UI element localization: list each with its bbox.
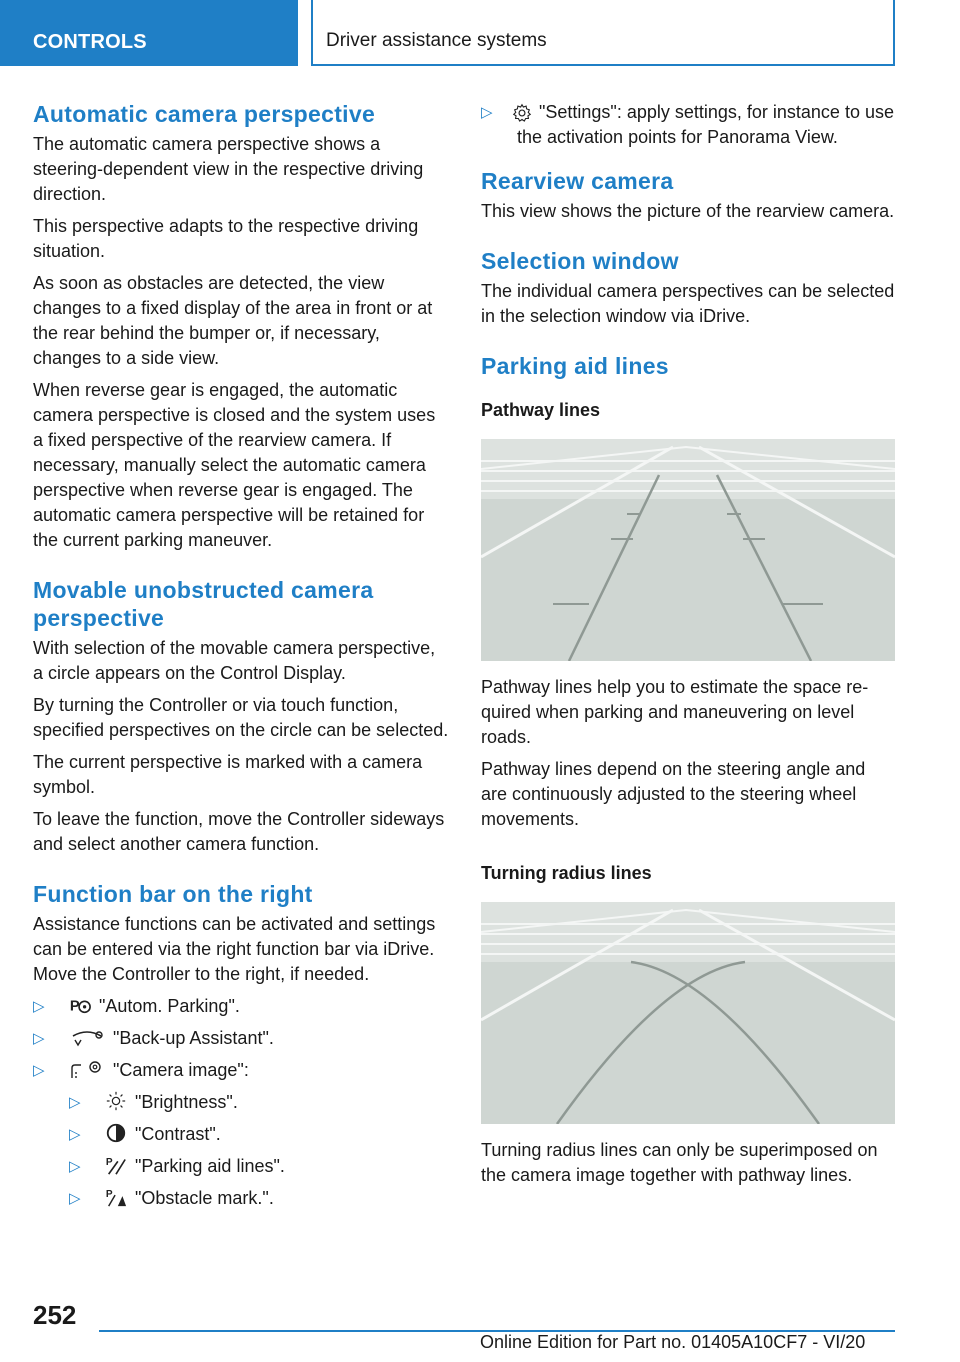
list-item-label: "Camera image": bbox=[113, 1060, 249, 1080]
paragraph: By turning the Controller or via touch function, specified perspectives on the circle can be selected. bbox=[33, 695, 449, 740]
bullet-arrow-icon: ▷ bbox=[69, 1094, 81, 1111]
list-item bbox=[481, 100, 895, 150]
list-item bbox=[69, 1154, 450, 1179]
list-item-label: "Obstacle mark.". bbox=[135, 1188, 274, 1208]
obstacle-mark-icon bbox=[105, 1186, 127, 1208]
list-item-label: "Autom. Parking". bbox=[99, 996, 240, 1016]
pathway-lines-illustration bbox=[481, 439, 895, 661]
paragraph: Pathway lines help you to estimate the space required when parking and maneuvering on level roads. bbox=[481, 677, 869, 747]
list-item-label: "Contrast". bbox=[135, 1124, 221, 1144]
heading-function-bar: Function bar on the right bbox=[33, 881, 313, 907]
function-list bbox=[33, 994, 450, 1211]
header-divider bbox=[311, 0, 313, 66]
heading-rearview-camera: Rearview camera bbox=[481, 168, 674, 194]
page-header bbox=[0, 0, 960, 66]
bullet-arrow-icon: ▷ bbox=[69, 1190, 81, 1207]
list-item-label: "Back-up Assistant". bbox=[113, 1028, 274, 1048]
bullet-arrow-icon: ▷ bbox=[33, 1062, 45, 1079]
paragraph: The current perspective is marked with a camera symbol. bbox=[33, 752, 423, 797]
bullet-arrow-icon: ▷ bbox=[69, 1158, 81, 1175]
svg-text:P: P bbox=[69, 998, 80, 1015]
list-item-label: "Brightness". bbox=[135, 1092, 238, 1112]
right-column bbox=[481, 100, 895, 1195]
subheading-turning-radius-lines: Turning radius lines bbox=[481, 863, 652, 883]
heading-automatic-camera: Automatic camera perspective bbox=[33, 101, 376, 127]
left-column bbox=[33, 100, 450, 1218]
list-item bbox=[69, 1186, 450, 1211]
section-tab: CONTROLS bbox=[0, 0, 298, 66]
parking-aid-lines-icon bbox=[105, 1154, 127, 1176]
edition-info: Online Edition for Part no. 01405A10CF7 - VI/20 bbox=[480, 1332, 866, 1352]
camera-settings-icon bbox=[69, 1058, 105, 1080]
list-item-label: "Settings": apply settings, for instance to use the activation points for Panorama View. bbox=[517, 102, 894, 147]
paragraph: As soon as obstacles are detected, the view changes to a fixed display of the area in front or at the rear behind the bumper or, if necessary, changes to a side view. bbox=[33, 273, 433, 368]
svg-text:P: P bbox=[105, 1157, 113, 1168]
paragraph: Pathway lines depend on the steering angle and are continuously adjusted to the steering wheel movements. bbox=[481, 759, 866, 829]
brightness-icon bbox=[105, 1090, 127, 1112]
list-item bbox=[33, 1026, 450, 1051]
backup-assistant-icon bbox=[69, 1026, 105, 1048]
heading-movable-camera: Movable unobstructed camera perspective bbox=[33, 577, 374, 631]
subheading-pathway-lines: Pathway lines bbox=[481, 400, 601, 420]
paragraph: The individual camera perspectives can be selected in the selection window via iDrive. bbox=[481, 281, 895, 326]
paragraph: Turning radius lines can only be superimposed on the camera image together with pathway lines. bbox=[481, 1140, 878, 1185]
header-bottom-border bbox=[311, 64, 895, 66]
paragraph: The automatic camera perspective shows a steering-dependent view in the respective driving direction. bbox=[33, 134, 424, 204]
contrast-icon bbox=[105, 1122, 127, 1144]
bullet-arrow-icon: ▷ bbox=[33, 1030, 45, 1047]
settings-list bbox=[481, 100, 895, 150]
list-item bbox=[33, 994, 450, 1019]
paragraph: Assistance functions can be activated and settings can be entered via the right function bar via iDrive. Move the Controller to the right, if needed. bbox=[33, 914, 436, 984]
list-item bbox=[69, 1122, 450, 1147]
settings-gear-icon bbox=[511, 102, 533, 124]
heading-parking-aid-lines: Parking aid lines bbox=[481, 353, 669, 379]
paragraph: When reverse gear is engaged, the automatic camera perspective is closed and the system uses a fixed perspective of the rearview camera. If necessary, manually select the automatic camera perspective when reverse gear is engaged. The automatic camera perspective will be retained for the current parking maneuver. bbox=[33, 380, 436, 550]
paragraph: This view shows the picture of the rearview camera. bbox=[481, 201, 895, 221]
page-number: 252 bbox=[33, 1300, 77, 1330]
turning-radius-lines-illustration bbox=[481, 902, 895, 1124]
chapter-title: Driver assistance systems bbox=[326, 30, 547, 51]
list-item bbox=[33, 1058, 450, 1211]
bullet-arrow-icon: ▷ bbox=[481, 104, 493, 121]
list-item bbox=[69, 1090, 450, 1115]
bullet-arrow-icon: ▷ bbox=[33, 998, 45, 1015]
paragraph: With selection of the movable camera perspective, a circle appears on the Control Display. bbox=[33, 638, 436, 683]
paragraph: To leave the function, move the Controller sideways and select another camera function. bbox=[33, 809, 445, 854]
header-right-border bbox=[893, 0, 895, 66]
heading-selection-window: Selection window bbox=[481, 248, 679, 274]
camera-image-sublist bbox=[69, 1090, 450, 1211]
svg-text:P: P bbox=[105, 1189, 113, 1200]
paragraph: This perspective adapts to the respective driving situation. bbox=[33, 216, 419, 261]
bullet-arrow-icon: ▷ bbox=[69, 1126, 81, 1143]
list-item-label: "Parking aid lines". bbox=[135, 1156, 285, 1176]
auto-parking-icon bbox=[69, 994, 91, 1016]
